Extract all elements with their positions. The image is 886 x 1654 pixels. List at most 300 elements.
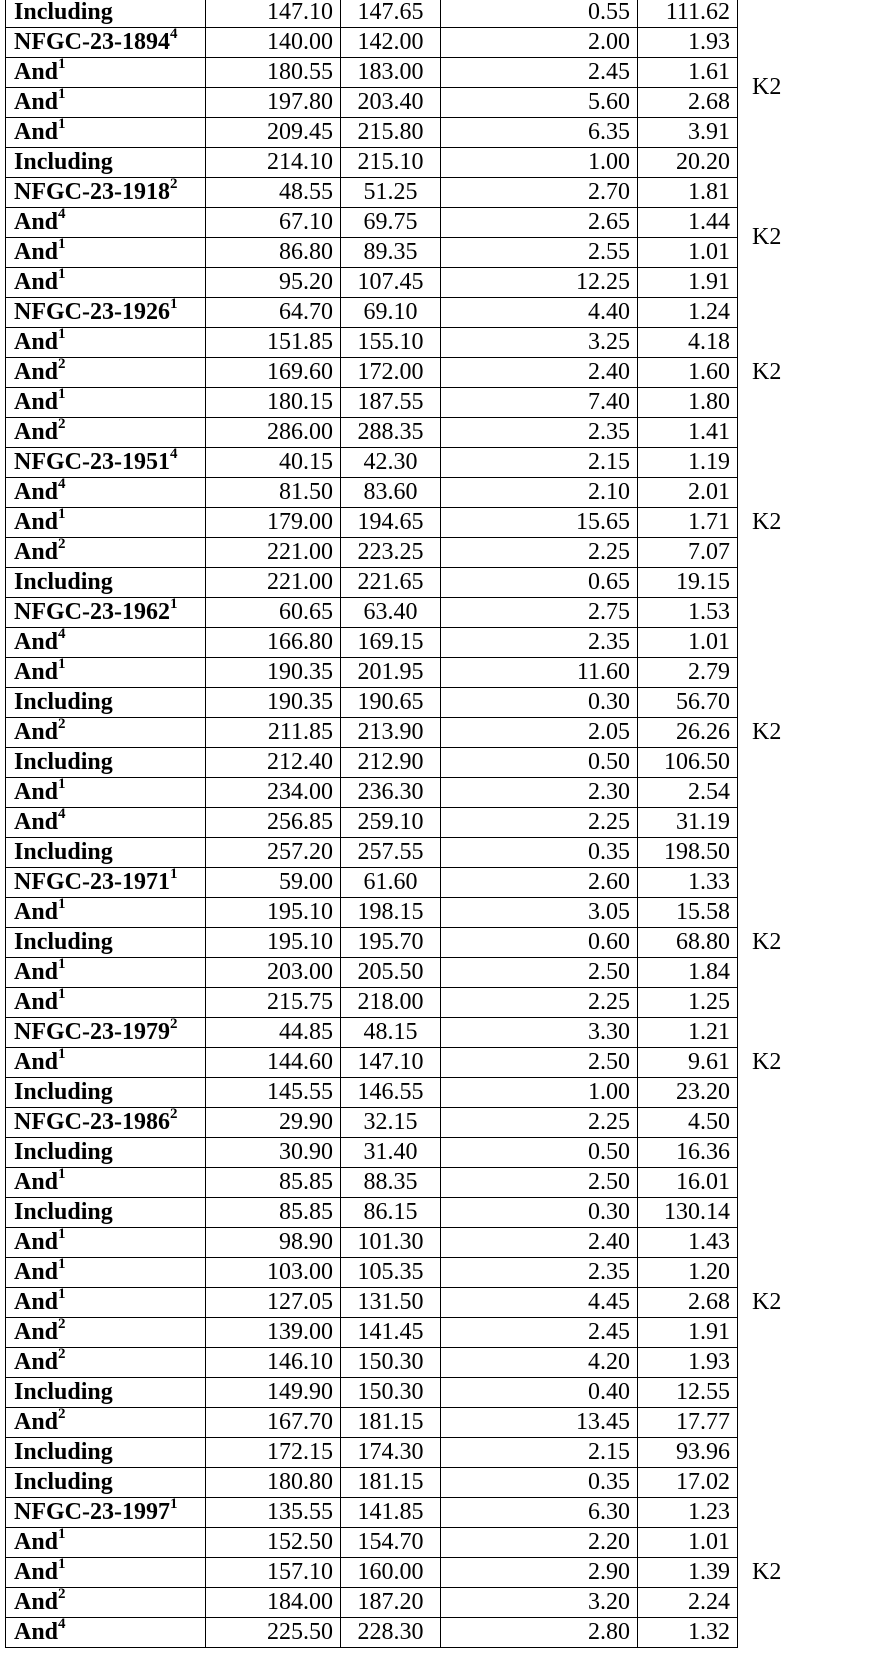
table-row [6,1138,816,1168]
to-cell: 69.75 [341,208,441,238]
zone-cell: K2 [752,74,782,100]
to-cell: 146.55 [341,1078,441,1108]
to-cell: 257.55 [341,838,441,868]
from-cell: 286.00 [206,418,341,448]
grade-cell: 1.80 [638,388,738,418]
to-cell: 160.00 [341,1558,441,1588]
hole-label: And [14,1049,59,1075]
footnote-marker: 1 [169,1497,178,1512]
to-cell: 215.10 [341,148,441,178]
zone-cell: K2 [752,224,782,250]
table-row [6,928,816,958]
hole-label: And [14,1229,59,1255]
table-row [6,358,816,388]
grade-cell: 1.19 [638,448,738,478]
from-cell: 257.20 [206,838,341,868]
from-cell: 172.15 [206,1438,341,1468]
table-row [6,328,816,358]
grade-cell: 7.07 [638,538,738,568]
hole-label: NFGC-23-1979 [14,1019,170,1045]
length-cell: 0.30 [441,688,638,718]
footnote-marker: 1 [58,657,66,672]
length-cell: 2.30 [441,778,638,808]
hole-label: And [14,779,59,805]
table-row [6,1318,816,1348]
footnote-marker: 2 [169,177,178,192]
footnote-marker: 2 [58,417,66,432]
hole-cell [6,1108,206,1138]
from-cell: 67.10 [206,208,341,238]
from-cell: 221.00 [206,538,341,568]
table-row [6,1378,816,1408]
hole-cell [6,118,206,148]
grade-cell: 106.50 [638,748,738,778]
grade-cell: 2.79 [638,658,738,688]
hole-label: Including [14,1199,113,1225]
table-row [6,898,816,928]
table-row [6,958,816,988]
table-row [6,1288,816,1318]
hole-label: And [14,209,59,235]
grade-cell: 1.53 [638,598,738,628]
from-cell: 127.05 [206,1288,341,1318]
to-cell: 194.65 [341,508,441,538]
grade-cell: 1.01 [638,628,738,658]
length-cell: 0.60 [441,928,638,958]
hole-cell [6,358,206,388]
grade-cell: 23.20 [638,1078,738,1108]
from-cell: 195.10 [206,898,341,928]
length-cell: 5.60 [441,88,638,118]
length-cell: 2.55 [441,238,638,268]
length-cell: 2.50 [441,1168,638,1198]
hole-label: And [14,989,59,1015]
to-cell: 141.45 [341,1318,441,1348]
hole-cell [6,1528,206,1558]
length-cell: 2.50 [441,958,638,988]
hole-label: NFGC-23-1971 [14,869,170,895]
to-cell: 88.35 [341,1168,441,1198]
hole-cell [6,748,206,778]
hole-cell [6,1318,206,1348]
length-cell: 2.70 [441,178,638,208]
grade-cell: 1.39 [638,1558,738,1588]
footnote-marker: 1 [58,987,66,1002]
table-row [6,538,816,568]
length-cell: 6.30 [441,1498,638,1528]
hole-label: And [14,899,59,925]
hole-label: And [14,1319,59,1345]
from-cell: 256.85 [206,808,341,838]
hole-label: NFGC-23-1894 [14,29,170,55]
to-cell: 187.20 [341,1588,441,1618]
from-cell: 184.00 [206,1588,341,1618]
to-cell: 288.35 [341,418,441,448]
from-cell: 29.90 [206,1108,341,1138]
grade-cell: 4.50 [638,1108,738,1138]
to-cell: 181.15 [341,1408,441,1438]
table-row [6,1588,816,1618]
footnote-marker: 1 [58,777,66,792]
footnote-marker: 4 [58,1617,66,1632]
hole-label: And [14,959,59,985]
to-cell: 174.30 [341,1438,441,1468]
from-cell: 30.90 [206,1138,341,1168]
footnote-marker: 1 [169,867,178,882]
hole-cell [6,148,206,178]
hole-cell [6,538,206,568]
to-cell: 201.95 [341,658,441,688]
from-cell: 195.10 [206,928,341,958]
to-cell: 154.70 [341,1528,441,1558]
hole-label: NFGC-23-1997 [14,1499,170,1525]
hole-label: And [14,359,59,385]
footnote-marker: 4 [169,447,178,462]
hole-label: And [14,629,59,655]
footnote-marker: 1 [58,957,66,972]
length-cell: 2.45 [441,1318,638,1348]
hole-cell [6,958,206,988]
hole-label: Including [14,149,113,175]
hole-cell [6,688,206,718]
table-row [6,28,816,58]
zone-cell: K2 [752,1559,782,1585]
grade-cell: 1.23 [638,1498,738,1528]
hole-label: And [14,809,59,835]
from-cell: 81.50 [206,478,341,508]
grade-cell: 17.77 [638,1408,738,1438]
grade-cell: 16.36 [638,1138,738,1168]
to-cell: 107.45 [341,268,441,298]
from-cell: 214.10 [206,148,341,178]
hole-label: Including [14,1439,113,1465]
length-cell: 0.35 [441,838,638,868]
to-cell: 89.35 [341,238,441,268]
grade-cell: 68.80 [638,928,738,958]
table-row [6,808,816,838]
table-row [6,268,816,298]
footnote-marker: 2 [169,1107,178,1122]
from-cell: 59.00 [206,868,341,898]
length-cell: 2.65 [441,208,638,238]
from-cell: 103.00 [206,1258,341,1288]
hole-label: And [14,479,59,505]
grade-cell: 3.91 [638,118,738,148]
hole-cell [6,1348,206,1378]
to-cell: 195.70 [341,928,441,958]
table-row [6,1048,816,1078]
hole-cell [6,1168,206,1198]
footnote-marker: 2 [58,1317,66,1332]
to-cell: 48.15 [341,1018,441,1048]
footnote-marker: 1 [58,507,66,522]
table-row [6,748,816,778]
to-cell: 63.40 [341,598,441,628]
footnote-marker: 1 [58,1527,66,1542]
from-cell: 85.85 [206,1168,341,1198]
to-cell: 150.30 [341,1348,441,1378]
hole-cell [6,28,206,58]
table-row [6,688,816,718]
length-cell: 2.35 [441,1258,638,1288]
hole-label: NFGC-23-1986 [14,1109,170,1135]
footnote-marker: 4 [58,477,66,492]
table-row [6,628,816,658]
to-cell: 236.30 [341,778,441,808]
footnote-marker: 4 [58,627,66,642]
to-cell: 31.40 [341,1138,441,1168]
hole-label: Including [14,569,113,595]
hole-cell [6,478,206,508]
table-row [6,568,816,598]
grade-cell: 20.20 [638,148,738,178]
grade-cell: 111.62 [638,0,738,28]
footnote-marker: 2 [58,357,66,372]
hole-cell [6,1228,206,1258]
to-cell: 32.15 [341,1108,441,1138]
from-cell: 85.85 [206,1198,341,1228]
to-cell: 61.60 [341,868,441,898]
to-cell: 215.80 [341,118,441,148]
footnote-marker: 1 [58,1557,66,1572]
hole-cell [6,1198,206,1228]
hole-cell [6,1138,206,1168]
to-cell: 203.40 [341,88,441,118]
hole-cell [6,808,206,838]
length-cell: 0.40 [441,1378,638,1408]
length-cell: 1.00 [441,1078,638,1108]
footnote-marker: 2 [169,1017,178,1032]
hole-label: NFGC-23-1926 [14,299,170,325]
hole-label: Including [14,0,113,25]
hole-label: And [14,1529,59,1555]
from-cell: 169.60 [206,358,341,388]
footnote-marker: 2 [58,537,66,552]
grade-cell: 1.33 [638,868,738,898]
hole-label: And [14,719,59,745]
from-cell: 212.40 [206,748,341,778]
table-row [6,478,816,508]
grade-cell: 1.71 [638,508,738,538]
from-cell: 95.20 [206,268,341,298]
hole-label: Including [14,1079,113,1105]
table-row [6,1168,816,1198]
table-row [6,0,816,28]
length-cell: 11.60 [441,658,638,688]
from-cell: 190.35 [206,688,341,718]
length-cell: 2.45 [441,58,638,88]
hole-label: NFGC-23-1951 [14,449,170,475]
to-cell: 212.90 [341,748,441,778]
grade-cell: 1.01 [638,238,738,268]
hole-cell [6,868,206,898]
table-row [6,598,816,628]
table-row [6,838,816,868]
table-row [6,1468,816,1498]
hole-label: And [14,239,59,265]
to-cell: 183.00 [341,58,441,88]
hole-label: And [14,119,59,145]
table-row [6,658,816,688]
footnote-marker: 1 [58,1287,66,1302]
grade-cell: 15.58 [638,898,738,928]
footnote-marker: 2 [58,1587,66,1602]
hole-label: And [14,89,59,115]
table-row [6,1078,816,1108]
from-cell: 179.00 [206,508,341,538]
hole-cell [6,1078,206,1108]
zone-cell: K2 [752,359,782,385]
from-cell: 157.10 [206,1558,341,1588]
from-cell: 98.90 [206,1228,341,1258]
grade-cell: 17.02 [638,1468,738,1498]
to-cell: 181.15 [341,1468,441,1498]
grade-cell: 1.91 [638,1318,738,1348]
length-cell: 2.90 [441,1558,638,1588]
to-cell: 147.65 [341,0,441,28]
to-cell: 190.65 [341,688,441,718]
hole-label: And [14,329,59,355]
hole-cell [6,298,206,328]
hole-label: Including [14,929,113,955]
length-cell: 2.25 [441,808,638,838]
length-cell: 4.40 [441,298,638,328]
footnote-marker: 4 [58,207,66,222]
hole-cell [6,838,206,868]
table-row [6,1408,816,1438]
table-row [6,1498,816,1528]
grade-cell: 1.91 [638,268,738,298]
hole-cell [6,1438,206,1468]
hole-label: NFGC-23-1918 [14,179,170,205]
hole-label: Including [14,689,113,715]
grade-cell: 1.24 [638,298,738,328]
hole-label: And [14,1559,59,1585]
length-cell: 2.35 [441,418,638,448]
table-row [6,388,816,418]
length-cell: 15.65 [441,508,638,538]
grade-cell: 19.15 [638,568,738,598]
to-cell: 147.10 [341,1048,441,1078]
from-cell: 139.00 [206,1318,341,1348]
length-cell: 12.25 [441,268,638,298]
hole-cell [6,898,206,928]
from-cell: 180.80 [206,1468,341,1498]
grade-cell: 9.61 [638,1048,738,1078]
grade-cell: 16.01 [638,1168,738,1198]
table-row [6,718,816,748]
table-row [6,1438,816,1468]
hole-cell [6,0,206,28]
footnote-marker: 4 [58,807,66,822]
table-row [6,178,816,208]
to-cell: 42.30 [341,448,441,478]
hole-label: And [14,659,59,685]
table-row [6,1228,816,1258]
from-cell: 147.10 [206,0,341,28]
length-cell: 2.00 [441,28,638,58]
table-row [6,118,816,148]
from-cell: 209.45 [206,118,341,148]
hole-cell [6,658,206,688]
footnote-marker: 1 [169,297,178,312]
hole-cell [6,1618,206,1648]
grade-cell: 1.60 [638,358,738,388]
hole-label: And [14,539,59,565]
from-cell: 151.85 [206,328,341,358]
footnote-marker: 1 [58,897,66,912]
hole-label: Including [14,1139,113,1165]
grade-cell: 1.25 [638,988,738,1018]
hole-label: And [14,389,59,415]
to-cell: 101.30 [341,1228,441,1258]
from-cell: 144.60 [206,1048,341,1078]
table-row [6,778,816,808]
to-cell: 198.15 [341,898,441,928]
from-cell: 197.80 [206,88,341,118]
to-cell: 205.50 [341,958,441,988]
from-cell: 145.55 [206,1078,341,1108]
hole-label: And [14,1259,59,1285]
zone-cell: K2 [752,929,782,955]
table-row [6,1528,816,1558]
hole-cell [6,598,206,628]
zone-cell: K2 [752,1049,782,1075]
footnote-marker: 1 [169,597,178,612]
to-cell: 221.65 [341,568,441,598]
table-row [6,448,816,478]
table-row [6,1348,816,1378]
table-row [6,58,816,88]
length-cell: 3.05 [441,898,638,928]
from-cell: 60.65 [206,598,341,628]
hole-label: And [14,1589,59,1615]
footnote-marker: 2 [58,1347,66,1362]
from-cell: 140.00 [206,28,341,58]
from-cell: 221.00 [206,568,341,598]
length-cell: 0.35 [441,1468,638,1498]
hole-label: And [14,59,59,85]
length-cell: 7.40 [441,388,638,418]
length-cell: 1.00 [441,148,638,178]
from-cell: 180.15 [206,388,341,418]
hole-cell [6,1258,206,1288]
length-cell: 2.15 [441,1438,638,1468]
hole-cell [6,718,206,748]
table-row [6,1618,816,1648]
hole-cell [6,778,206,808]
hole-cell [6,1378,206,1408]
hole-cell [6,88,206,118]
zone-cell: K2 [752,509,782,535]
from-cell: 211.85 [206,718,341,748]
from-cell: 149.90 [206,1378,341,1408]
from-cell: 152.50 [206,1528,341,1558]
grade-cell: 1.21 [638,1018,738,1048]
table-row [6,1258,816,1288]
grade-cell: 1.41 [638,418,738,448]
to-cell: 141.85 [341,1498,441,1528]
table-row [6,238,816,268]
length-cell: 2.25 [441,538,638,568]
grade-cell: 2.24 [638,1588,738,1618]
length-cell: 2.40 [441,358,638,388]
from-cell: 167.70 [206,1408,341,1438]
grade-cell: 56.70 [638,688,738,718]
to-cell: 218.00 [341,988,441,1018]
from-cell: 64.70 [206,298,341,328]
hole-cell [6,268,206,298]
